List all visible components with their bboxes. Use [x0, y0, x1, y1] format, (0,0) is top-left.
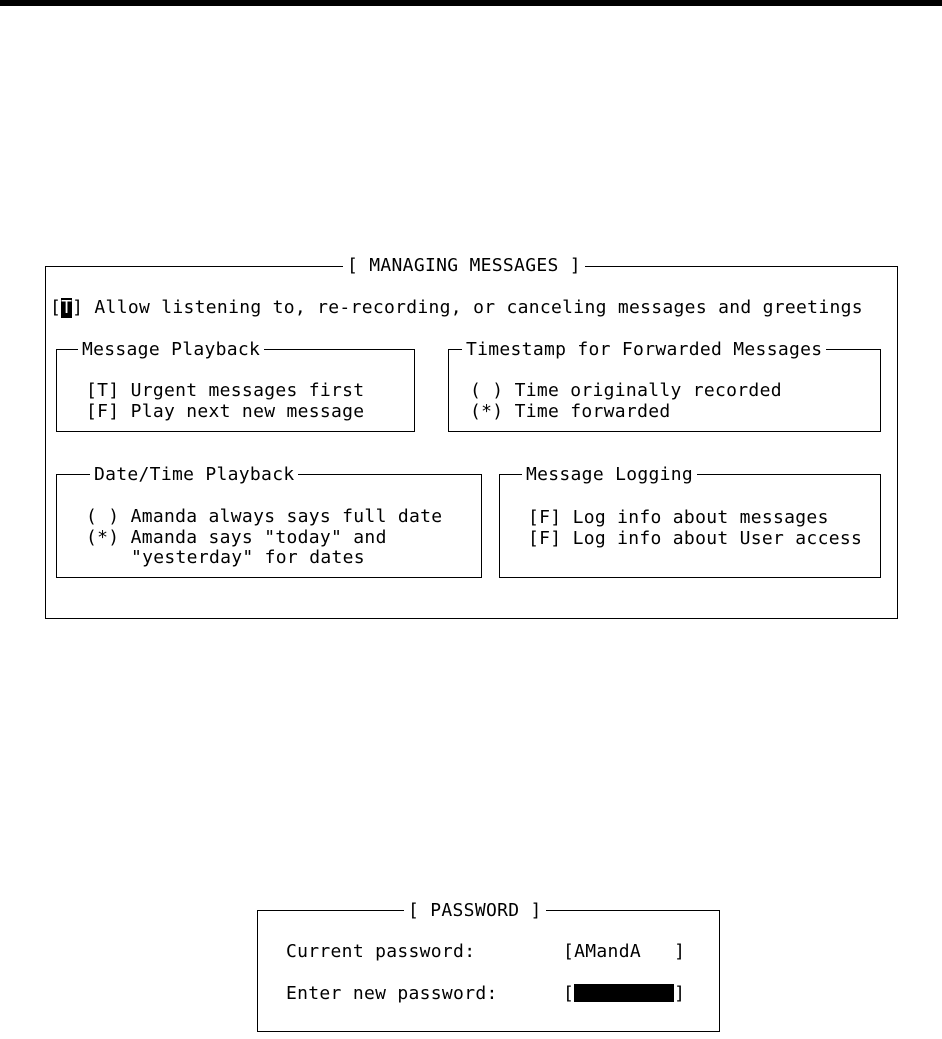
log-access-label: Log info about User access [572, 528, 863, 549]
message-playback-title: Message Playback [78, 340, 264, 360]
urgent-first-option[interactable] [86, 381, 364, 401]
top-border-bar [0, 0, 942, 6]
password-title: [ PASSWORD ] [404, 901, 546, 921]
urgent-first-value[interactable]: [T] [86, 380, 120, 401]
play-next-label: Play next new message [130, 401, 365, 422]
timestamp-title: Timestamp for Forwarded Messages [462, 340, 826, 360]
urgent-first-label: Urgent messages first [130, 380, 365, 401]
log-messages-label: Log info about messages [572, 507, 829, 528]
new-password-label: Enter new password: [286, 983, 498, 1004]
time-recorded-radio[interactable]: ( ) [470, 380, 504, 401]
datetime-playback-title: Date/Time Playback [90, 465, 298, 485]
time-recorded-label: Time originally recorded [514, 380, 782, 401]
log-access-value[interactable]: [F] [528, 528, 562, 549]
current-password-field[interactable]: [AMandA ] [563, 941, 686, 962]
time-forwarded-label: Time forwarded [514, 401, 671, 422]
log-messages-value[interactable]: [F] [528, 507, 562, 528]
allow-option[interactable]: [T] Allow listening to, re-recording, or canceling messages and greetings [50, 297, 863, 318]
allow-label: Allow listening to, re-recording, or canceling messages and greetings [94, 297, 863, 318]
today-yesterday-label-cont: "yesterday" for dates [131, 547, 365, 568]
full-date-label: Amanda always says full date [130, 506, 443, 527]
today-yesterday-option[interactable] [86, 528, 387, 548]
log-access-option[interactable] [528, 529, 862, 549]
time-forwarded-option[interactable] [470, 402, 670, 422]
password-panel [257, 910, 720, 1032]
new-password-field[interactable]: [ ] [563, 983, 686, 1004]
time-recorded-option[interactable] [470, 381, 782, 401]
managing-messages-title: [ MANAGING MESSAGES ] [343, 256, 585, 276]
play-next-option[interactable] [86, 402, 364, 422]
current-password-value[interactable]: AMandA [574, 941, 641, 962]
message-logging-title: Message Logging [522, 465, 697, 485]
full-date-option[interactable] [86, 507, 442, 527]
new-password-input[interactable] [574, 984, 674, 1002]
time-forwarded-radio[interactable]: (*) [470, 401, 504, 422]
today-yesterday-radio[interactable]: (*) [86, 527, 120, 548]
log-messages-option[interactable] [528, 508, 829, 528]
full-date-radio[interactable]: ( ) [86, 506, 120, 527]
today-yesterday-label: Amanda says "today" and [130, 527, 387, 548]
play-next-value[interactable]: [F] [86, 401, 120, 422]
current-password-label: Current password: [286, 941, 476, 962]
allow-checkbox-value[interactable]: T [61, 297, 73, 318]
